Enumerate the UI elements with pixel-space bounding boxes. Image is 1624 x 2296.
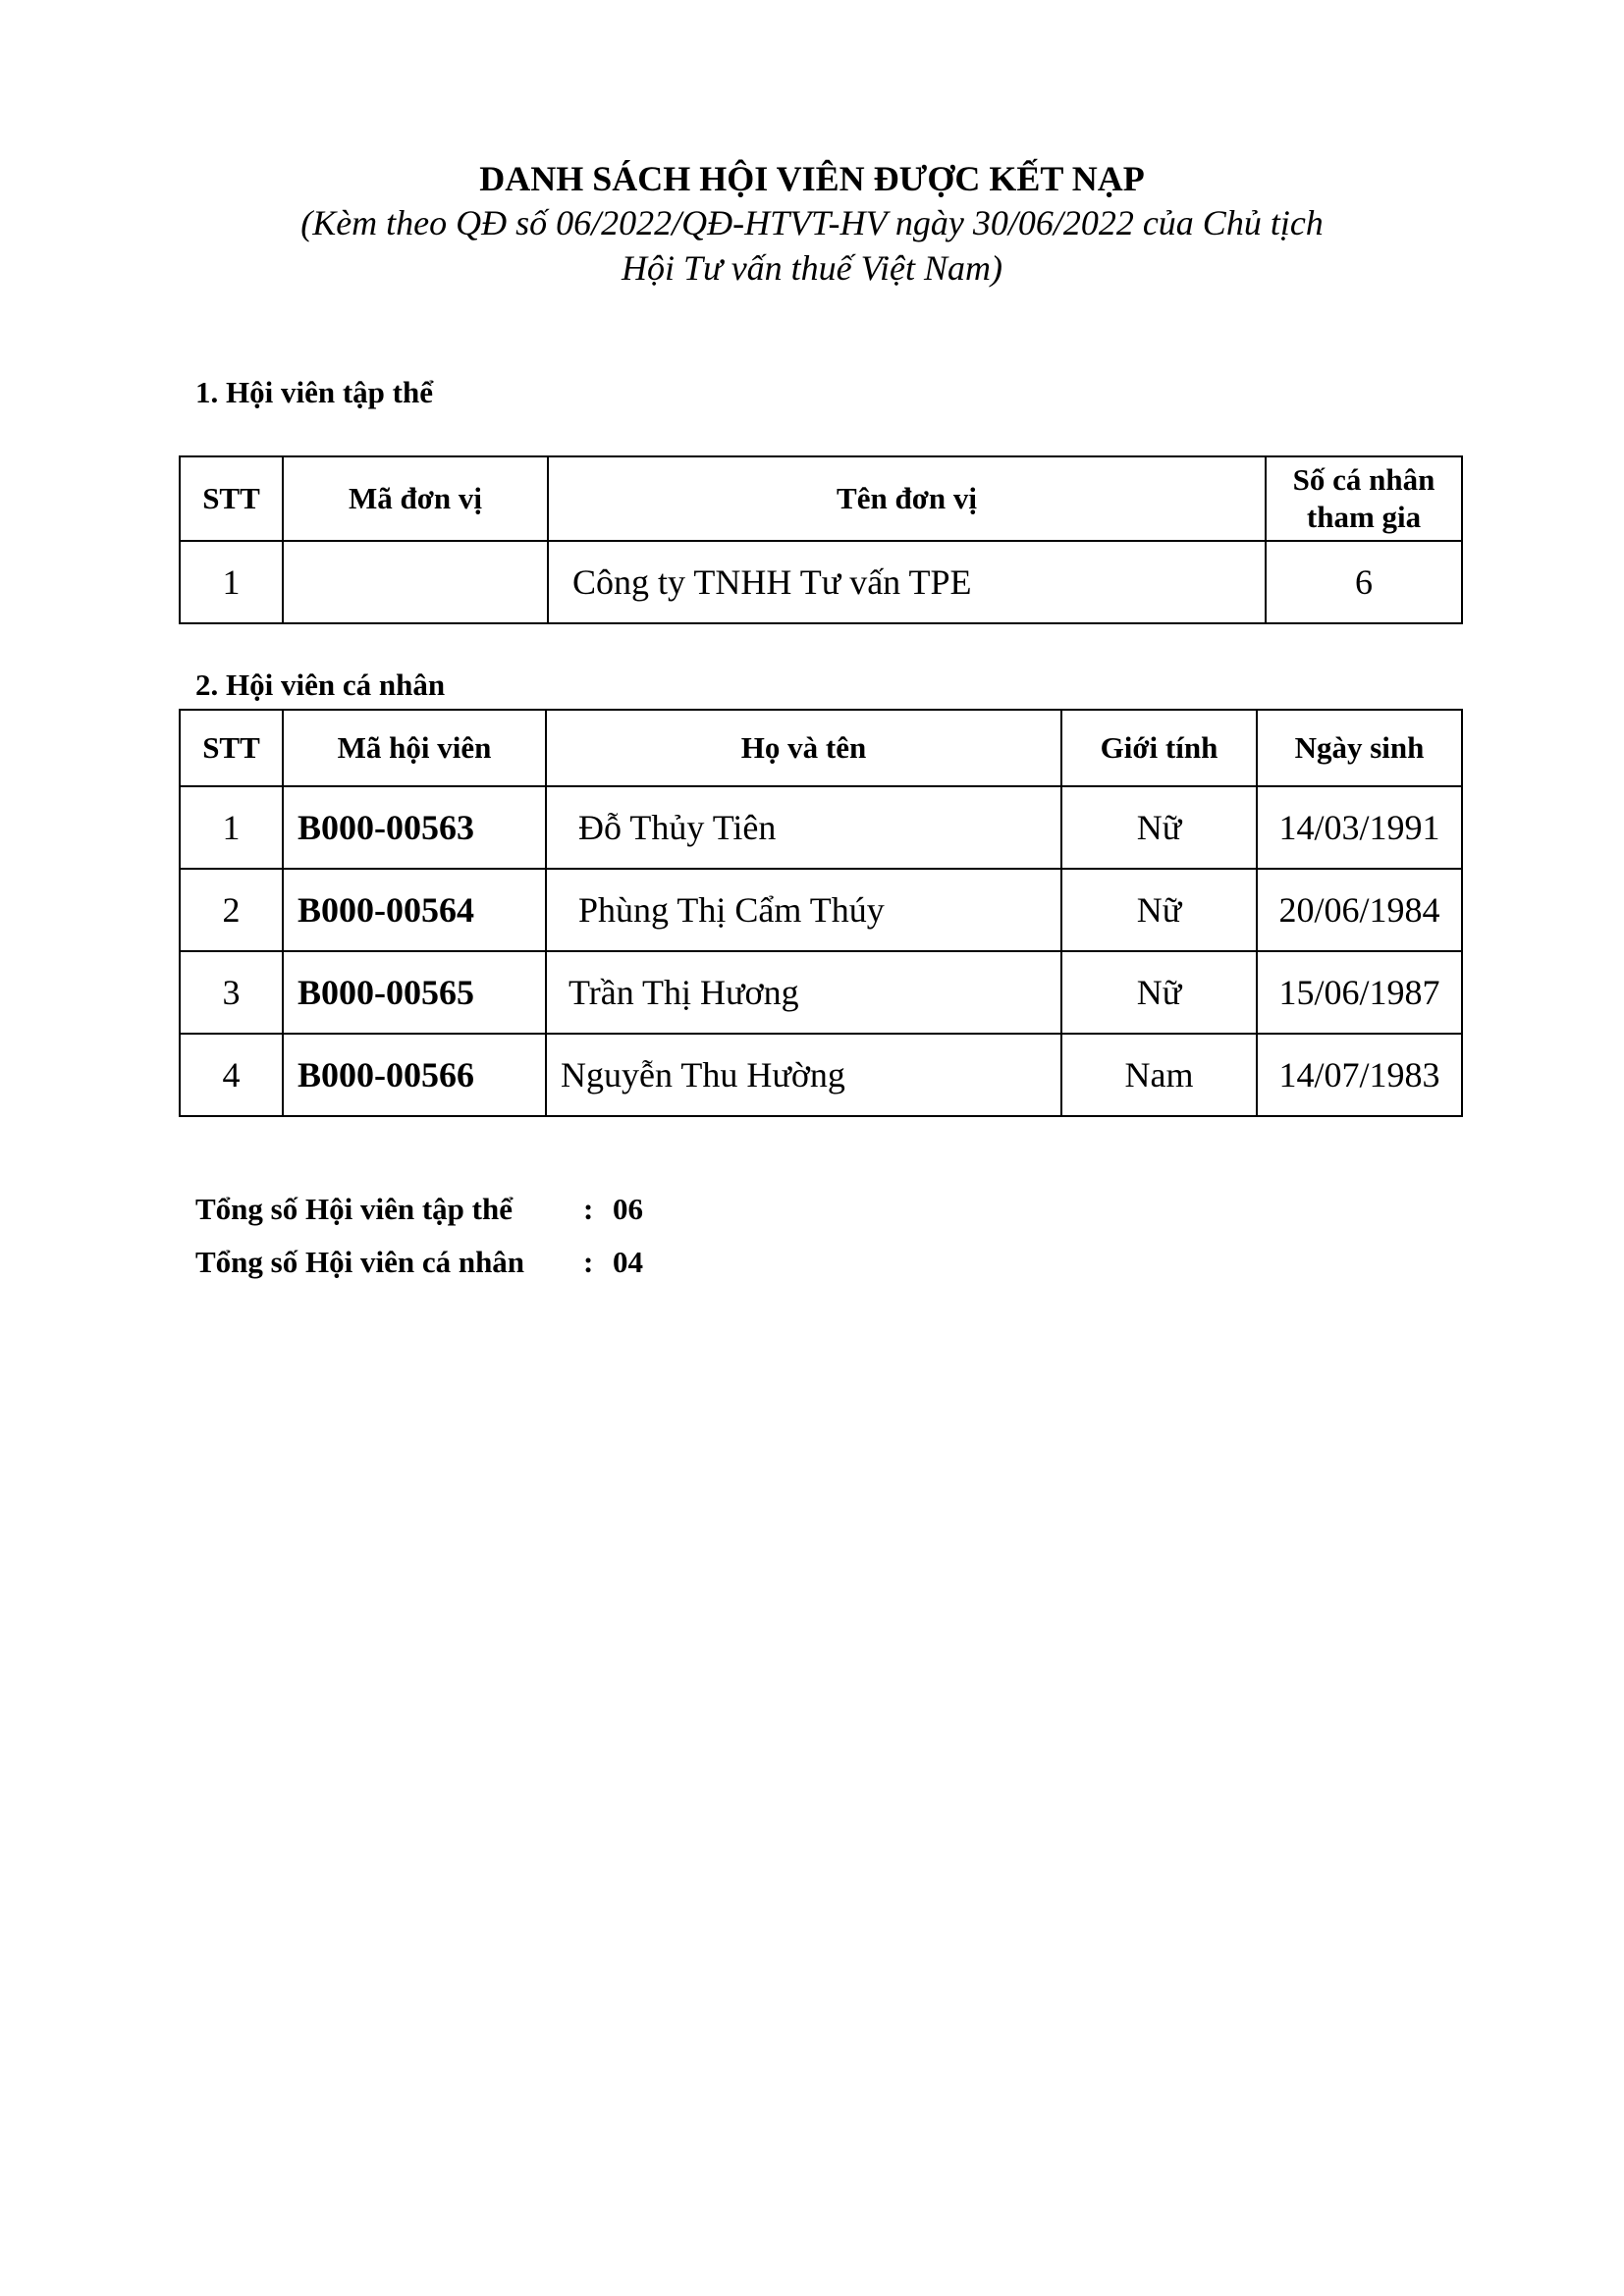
row-member-code: B000-00566 [283,1034,546,1116]
subtitle-line-1: (Kèm theo QĐ số 06/2022/QĐ-HTVT-HV ngày 30/06/2022 của Chủ tịch [300,203,1324,242]
summary-collective-total [195,1190,643,1229]
header-unit-code: Mã đơn vị [283,456,548,541]
row-member-code: B000-00564 [283,869,546,951]
row-member-count: 6 [1266,541,1462,623]
header-date-of-birth: Ngày sinh [1257,710,1462,786]
row-stt: 1 [180,786,283,869]
row-date-of-birth: 14/07/1983 [1257,1034,1462,1116]
summary-separator: : [583,1192,594,1226]
table-header-row [180,456,1462,541]
header-member-count-line-2: tham gia [1306,500,1422,534]
summary-individual-label: Tổng số Hội viên cá nhân [195,1245,525,1279]
header-stt: STT [180,456,283,541]
section-heading-collective: 1. Hội viên tập thể [195,375,433,409]
table-row [180,951,1462,1034]
row-full-name: Trần Thị Hương [546,951,1061,1034]
row-full-name: Nguyễn Thu Hường [546,1034,1061,1116]
row-unit-name: Công ty TNHH Tư vấn TPE [548,541,1266,623]
row-member-code: B000-00563 [283,786,546,869]
row-member-code: B000-00565 [283,951,546,1034]
row-gender: Nam [1061,1034,1257,1116]
header-member-count [1266,456,1462,541]
page-subtitle [0,200,1624,291]
header-unit-name: Tên đơn vị [548,456,1266,541]
summary-individual-total [195,1243,643,1282]
row-stt: 3 [180,951,283,1034]
table-row [180,869,1462,951]
summary-individual-value: 04 [613,1245,643,1279]
individual-members-table [179,709,1463,1117]
row-full-name: Đỗ Thủy Tiên [546,786,1061,869]
subtitle-line-2: Hội Tư vấn thuế Việt Nam) [622,248,1002,288]
summary-separator: : [583,1245,594,1279]
section-heading-individual: 2. Hội viên cá nhân [195,667,446,702]
row-unit-code [283,541,548,623]
table-row [180,541,1462,623]
header-member-count-line-1: Số cá nhân [1292,462,1435,497]
row-date-of-birth: 20/06/1984 [1257,869,1462,951]
header-full-name: Họ và tên [546,710,1061,786]
header-gender: Giới tính [1061,710,1257,786]
row-date-of-birth: 14/03/1991 [1257,786,1462,869]
row-stt: 2 [180,869,283,951]
summary-collective-label: Tổng số Hội viên tập thể [195,1192,513,1226]
row-stt: 1 [180,541,283,623]
page-title: DANH SÁCH HỘI VIÊN ĐƯỢC KẾT NẠP [479,159,1145,198]
row-gender: Nữ [1061,951,1257,1034]
row-full-name: Phùng Thị Cẩm Thúy [546,869,1061,951]
row-gender: Nữ [1061,786,1257,869]
row-gender: Nữ [1061,869,1257,951]
summary-collective-value: 06 [613,1192,643,1226]
row-stt: 4 [180,1034,283,1116]
collective-members-table [179,455,1463,624]
table-header-row [180,710,1462,786]
header-member-code: Mã hội viên [283,710,546,786]
row-date-of-birth: 15/06/1987 [1257,951,1462,1034]
table-row [180,786,1462,869]
header-stt: STT [180,710,283,786]
table-row [180,1034,1462,1116]
